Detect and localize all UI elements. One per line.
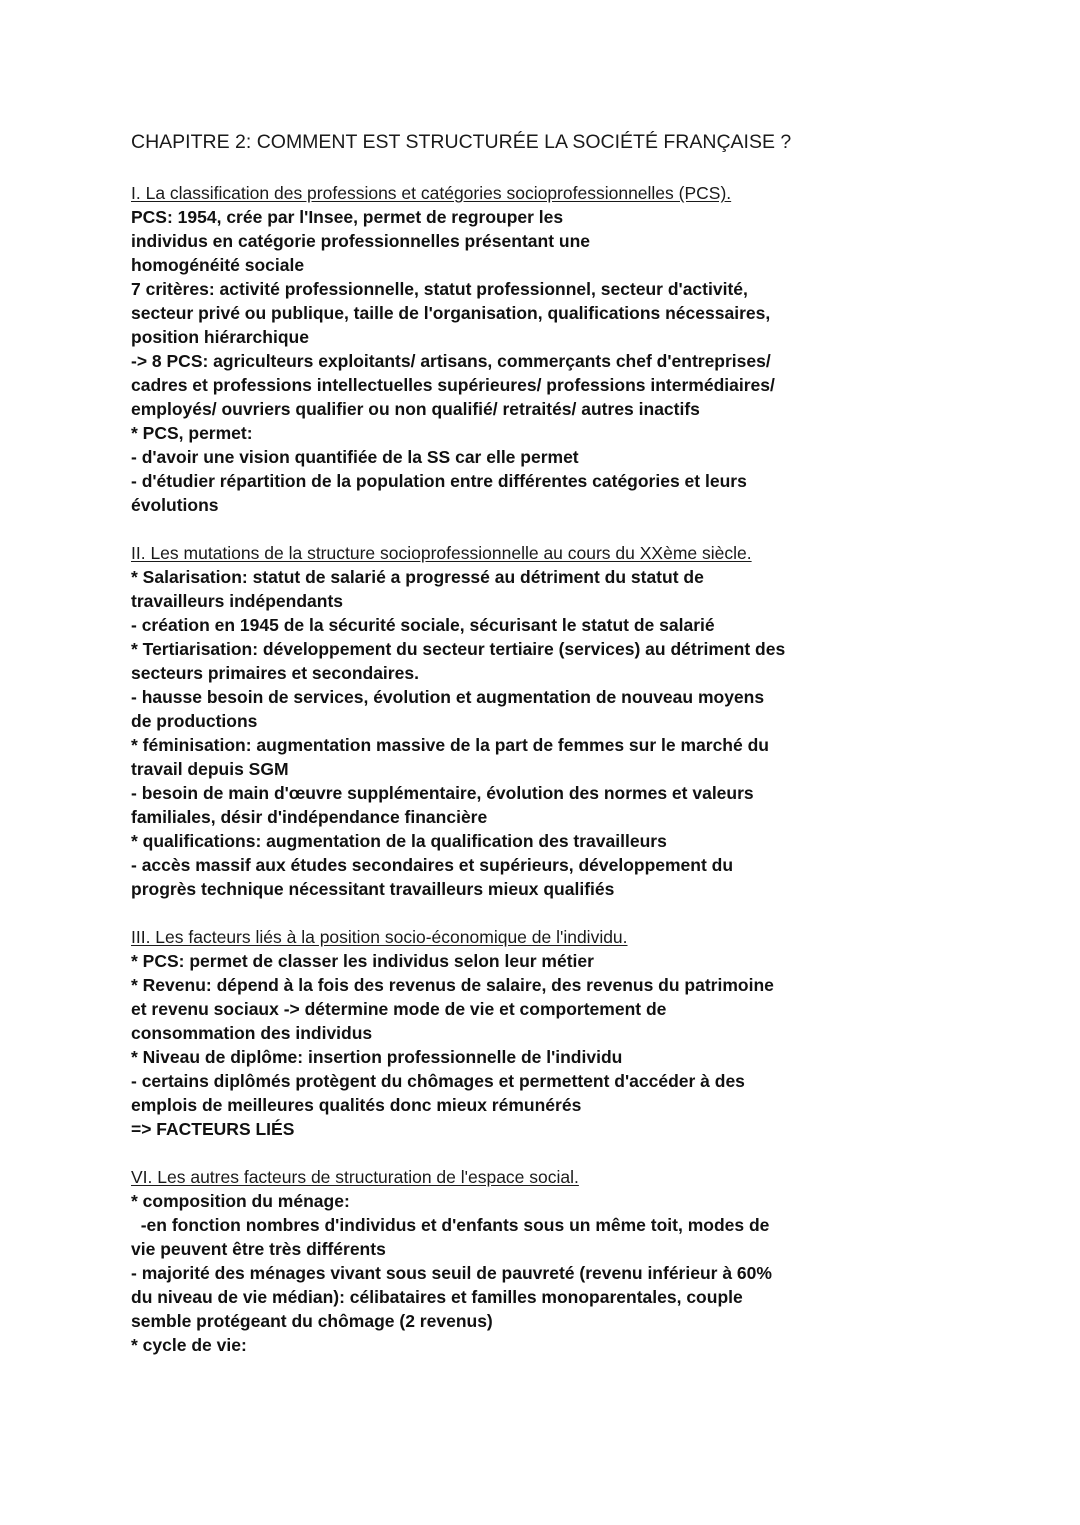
section-3: [131, 925, 1080, 1141]
section-heading: VI. Les autres facteurs de structuration de l'espace social.: [131, 1167, 579, 1187]
text-line: * Tertiarisation: développement du secteur tertiaire (services) au détriment des: [131, 639, 786, 659]
text-line: PCS: 1954, crée par l'Insee, permet de regrouper les: [131, 207, 564, 227]
text-line: évolutions: [131, 495, 219, 515]
text-line: secteur privé ou publique, taille de l'organisation, qualifications nécessaires,: [131, 303, 771, 323]
text-line: * PCS: permet de classer les individus selon leur métier: [131, 951, 594, 971]
text-line: progrès technique nécessitant travailleurs mieux qualifiés: [131, 879, 615, 899]
section-4: [131, 1165, 1080, 1357]
text-line: employés/ ouvriers qualifier ou non qualifié/ retraités/ autres inactifs: [131, 399, 700, 419]
text-line: 7 critères: activité professionnelle, statut professionnel, secteur d'activité,: [131, 279, 748, 299]
text-line: secteurs primaires et secondaires.: [131, 663, 419, 683]
text-line: homogénéité sociale: [131, 255, 305, 275]
text-line: consommation des individus: [131, 1023, 373, 1043]
text-line: - certains diplômés protègent du chômages et permettent d'accéder à des: [131, 1071, 745, 1091]
text-line: * féminisation: augmentation massive de la part de femmes sur le marché du: [131, 735, 769, 755]
text-line: * Salarisation: statut de salarié a progressé au détriment du statut de: [131, 567, 704, 587]
section-1: [131, 181, 1080, 517]
text-line: et revenu sociaux -> détermine mode de vie et comportement de: [131, 999, 667, 1019]
text-line: de productions: [131, 711, 258, 731]
section-heading: III. Les facteurs liés à la position socio-économique de l'individu.: [131, 927, 628, 947]
section-heading: I. La classification des professions et catégories socioprofessionnelles (PCS).: [131, 183, 732, 203]
text-line: * Niveau de diplôme: insertion professionnelle de l'individu: [131, 1047, 623, 1067]
text-line: - création en 1945 de la sécurité sociale, sécurisant le statut de salarié: [131, 615, 715, 635]
text-line: familiales, désir d'indépendance financière: [131, 807, 488, 827]
text-line: cadres et professions intellectuelles supérieures/ professions intermédiaires/: [131, 375, 775, 395]
text-line: - majorité des ménages vivant sous seuil de pauvreté (revenu inférieur à 60%: [131, 1263, 772, 1283]
sections-container: [131, 181, 1080, 1357]
text-line: - d'avoir une vision quantifiée de la SS car elle permet: [131, 447, 579, 467]
text-line: travail depuis SGM: [131, 759, 289, 779]
text-line: position hiérarchique: [131, 327, 309, 347]
text-line: * qualifications: augmentation de la qualification des travailleurs: [131, 831, 667, 851]
text-line: -en fonction nombres d'individus et d'enfants sous un même toit, modes de: [131, 1215, 770, 1235]
text-line: => FACTEURS LIÉS: [131, 1119, 295, 1139]
text-line: -> 8 PCS: agriculteurs exploitants/ artisans, commerçants chef d'entreprises/: [131, 351, 771, 371]
text-line: individus en catégorie professionnelles présentant une: [131, 231, 590, 251]
text-line: * PCS, permet:: [131, 423, 253, 443]
text-line: travailleurs indépendants: [131, 591, 344, 611]
text-line: * cycle de vie:: [131, 1335, 247, 1355]
text-line: - accès massif aux études secondaires et supérieurs, développement du: [131, 855, 734, 875]
text-line: * composition du ménage:: [131, 1191, 350, 1211]
text-line: * Revenu: dépend à la fois des revenus de salaire, des revenus du patrimoine: [131, 975, 774, 995]
text-line: emplois de meilleures qualités donc mieux rémunérés: [131, 1095, 582, 1115]
text-line: - hausse besoin de services, évolution et augmentation de nouveau moyens: [131, 687, 765, 707]
text-line: semble protégeant du chômage (2 revenus): [131, 1311, 493, 1331]
text-line: - d'étudier répartition de la population entre différentes catégories et leurs: [131, 471, 747, 491]
chapter-title: CHAPITRE 2: COMMENT EST STRUCTURÉE LA SOCIÉTÉ FRANÇAISE ?: [131, 131, 792, 153]
section-heading: II. Les mutations de la structure socioprofessionnelle au cours du XXème siècle.: [131, 543, 752, 563]
text-line: du niveau de vie médian): célibataires et familles monoparentales, couple: [131, 1287, 743, 1307]
text-line: vie peuvent être très différents: [131, 1239, 386, 1259]
section-2: [131, 541, 1080, 901]
text-line: - besoin de main d'œuvre supplémentaire, évolution des normes et valeurs: [131, 783, 754, 803]
